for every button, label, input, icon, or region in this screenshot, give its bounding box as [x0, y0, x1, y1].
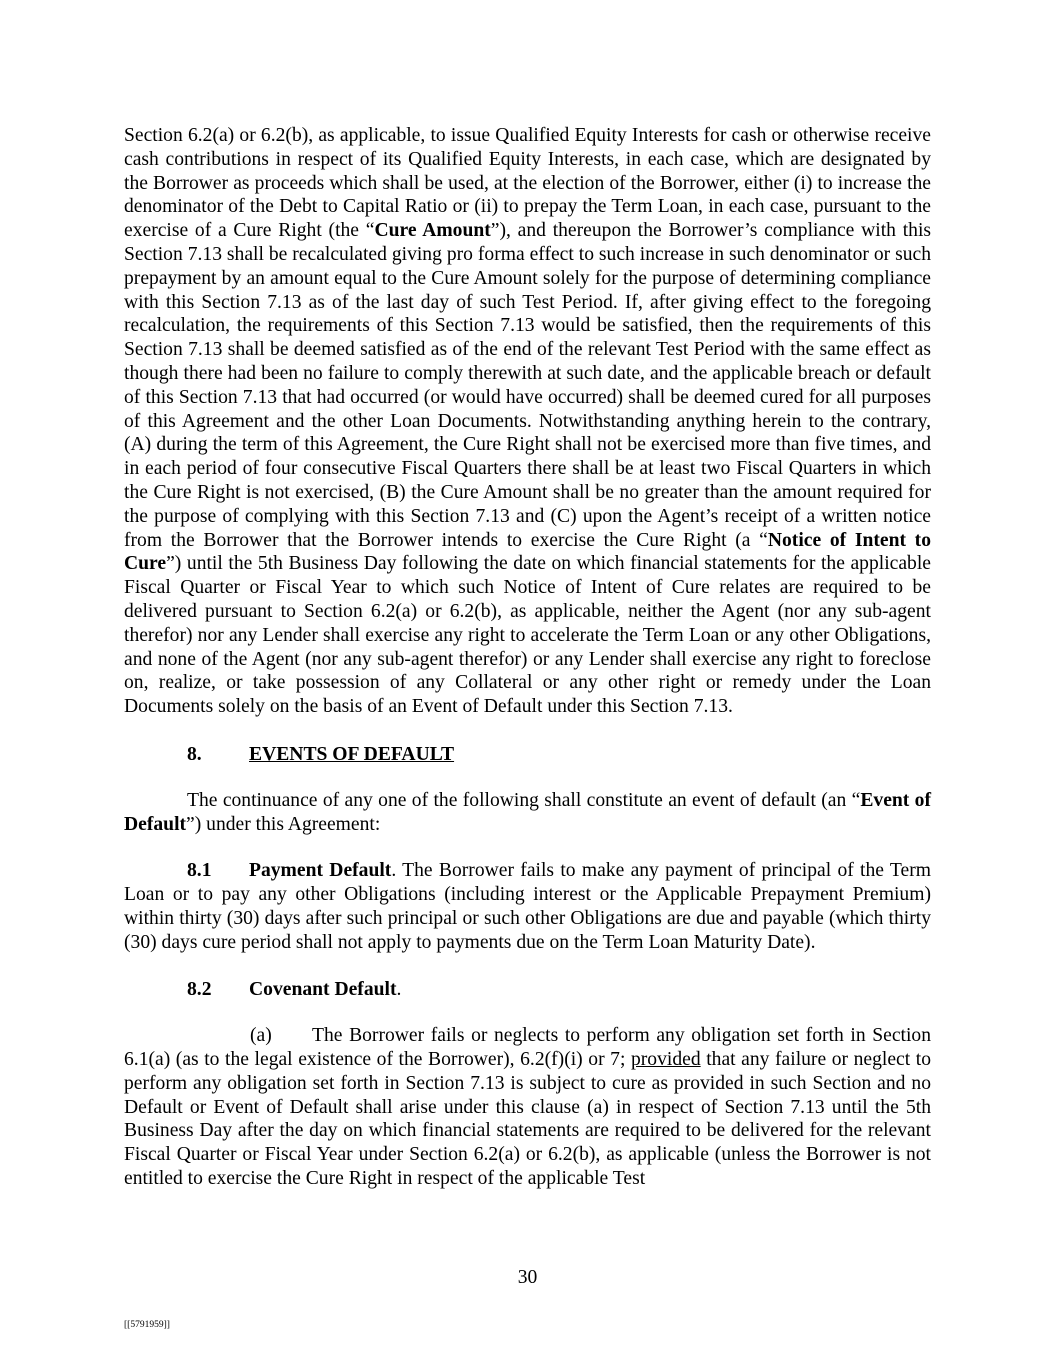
section-8-heading: [124, 743, 931, 767]
underlined-term-provided: provided: [630, 1049, 701, 1071]
paragraph-text: ”) under this Agreement:: [186, 813, 381, 835]
defined-term-cure-amount: Cure Amount: [374, 220, 491, 242]
paragraph-text: ”), and thereupon the Borrower’s compliance with this Section 7.13 shall be recalculated giving pro forma effect to such increase in such denominator or such prepayment by an amount equal to the Cure Amount solely for the purpose of determining compliance with this Section 7.13 as of the last day of such Test Period. If, after giving effect to the foregoing recalculation, the requirements of this Section 7.13 would be satisfied, then the requirements of this Section 7.13 shall be deemed satisfied as of the end of the relevant Test Period with the same effect as though there had been no failure to comply therewith at such date, and the applicable breach or default of this Section 7.13 that had occurred (or would have occurred) shall be deemed cured for all purposes of this Agreement and the other Loan Documents. Notwithstanding anything herein to the contrary, (A) during the term of this Agreement, the Cure Right shall not be exercised more than five times, and in each period of four consecutive Fiscal Quarters there shall be at least two Fiscal Quarters in which the Cure Right is not exercised, (B) the Cure Amount shall be no greater than the amount required for the purpose of complying with this Section 7.13 and (C) upon the Agent’s receipt of a written notice from the Borrower that the Borrower intends to exercise the Cure Right (a “: [124, 220, 932, 551]
section-title: EVENTS OF DEFAULT: [249, 743, 455, 765]
subsection-number: 8.1: [187, 860, 212, 882]
paragraph-text: .: [396, 978, 402, 1000]
page-number: 30: [517, 1267, 538, 1288]
clause-label: (a): [250, 1025, 272, 1047]
subsection-title: Covenant Default: [249, 978, 397, 1000]
section-number: 8.: [187, 743, 202, 765]
events-of-default-intro: [124, 789, 931, 837]
document-page: [124, 124, 931, 1191]
subsection-number: 8.2: [187, 978, 212, 1000]
paragraph-text: The Borrower fails or neglects to perform any obligation set forth in Section 6.1(a) (as to the legal existence of the Borrower), 6.2(f)(i) or 7;: [124, 1025, 931, 1071]
paragraph-text: that any failure or neglect to perform any obligation set forth in Section 7.13 is subject to cure as provided in such Section and no Default or Event of Default shall arise under this clause (a) in respect of Section 7.13 until the 5th Business Day after the day on which financial statements are required to be delivered for the relevant Fiscal Quarter or Fiscal Year under Section 6.2(a) or 6.2(b), as applicable (unless the Borrower is not entitled to exercise the Cure Right in respect of the applicable Test: [124, 1049, 932, 1190]
paragraph-text: The continuance of any one of the following shall constitute an event of default (an “: [187, 789, 861, 811]
paragraph-text: Section 6.2(a) or 6.2(b), as applicable, to issue Qualified Equity Interests for cash or otherwise receive cash contributions in respect of its Qualified Equity Interests, in each case, which are designated by the Borrower as proceeds which shall be used, at the election of the Borrower, either (i) to increase the denominator of the Debt to Capital Ratio or (ii) to prepay the Term Loan, in each case, pursuant to the exercise of a Cure Right (the “: [124, 125, 931, 242]
defined-term-event-of-default: Event of Default: [124, 789, 931, 835]
defined-term-notice-of-intent: Notice of Intent to Cure: [124, 529, 931, 575]
paragraph-text: ”) until the 5th Business Day following the date on which financial statements for the applicable Fiscal Quarter or Fiscal Year to which such Notice of Intent of Cure relates are required to be delivered pursuant to Section 6.2(a) or 6.2(b), as applicable, neither the Agent (nor any sub-agent therefor) nor any Lender shall exercise any right to accelerate the Term Loan or any other Obligations, and none of the Agent (nor any sub-agent therefor) or any Lender shall exercise any right to foreclose on, realize, or take possession of any Collateral or any other right or remedy under the Loan Documents solely on the basis of an Event of Default under this Section 7.13.: [124, 553, 931, 718]
section-8-2: [124, 978, 931, 1002]
section-8-2-a: [124, 1024, 931, 1191]
section-8-1: [124, 859, 931, 954]
document-id: [[5791959]]: [124, 1320, 170, 1330]
paragraph-text: . The Borrower fails to make any payment of principal of the Term Loan or to pay any other Obligations (including interest or the Applicable Prepayment Premium) within thirty (30) days after such principal or such other Obligations are due and payable (which thirty (30) days cure period shall not apply to payments due on the Term Loan Maturity Date).: [124, 860, 931, 953]
cure-right-paragraph: [124, 124, 931, 719]
subsection-title: Payment Default: [249, 860, 392, 882]
